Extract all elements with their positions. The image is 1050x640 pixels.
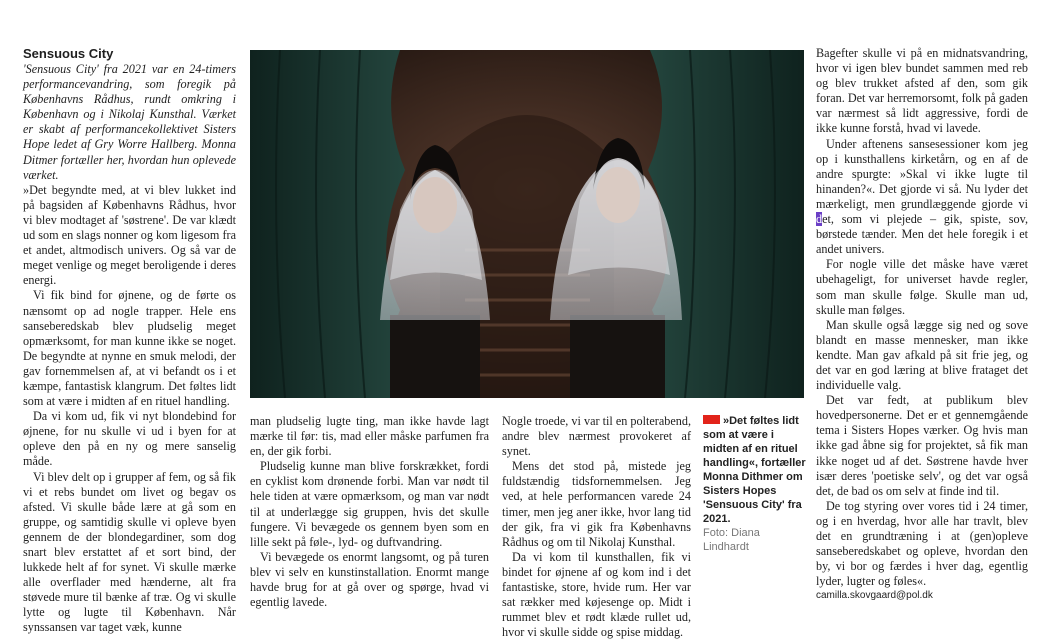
paragraph: Det var fedt, at publikum blev hovedpersonerne. Det er et gennemgående tema i Sisters Hopes værker. Og hvis man ikke gad åbne sig for projektet, så fik man ikke noget ud af det. Søstrene havde hver især deres 'poetiske selv', og det var også det, de bad os om selv at finde ind til. xyxy=(816,393,1028,498)
paragraph: For nogle ville det måske have været ubehageligt, for universet havde regler, som man skulle følge. Skulle man ud, skulle man følges. xyxy=(816,257,1028,317)
paragraph: Nogle troede, vi var til en polterabend, andre blev nærmest provokeret af synet. xyxy=(502,414,691,459)
photo-caption xyxy=(703,414,807,554)
article-column-1 xyxy=(23,46,236,636)
paragraph: »Det begyndte med, at vi blev lukket ind på bagsiden af Københavns Rådhus, hvor vi blev modtaget af 'søstrene'. De var klædt ud som en slags nonner og kom ligesom fra et andet, altmodisch univers. Og så var de meget venlige og meget beroligende i deres energi. xyxy=(23,182,236,288)
paragraph: Bagefter skulle vi på en midnatsvandring, hvor vi igen blev bundet sammen med reb og blev trukket afsted af den, som gik foran. Det var herremorsomt, folk på gaden var nærmest så lidt aggressive, fordi de ikke kunne forstå, hvad vi lavede. xyxy=(816,46,1028,136)
paragraph xyxy=(816,137,1028,258)
caption-text: »Det føltes lidt som at være i midten af en rituel handling«, fortæller Monna Dithmer om Sisters Hopes 'Sensuous City' fra 2021. xyxy=(703,415,806,525)
paragraph: Da vi kom ud, fik vi nyt blondebind for øjnene, for nu skulle vi ud i byen for at opleve den på en ny og mere sanselig måde. xyxy=(23,409,236,469)
paragraph-text: Under aftenens sansesessioner kom jeg op i kunsthallens kirketårn, og en af de andre spurgte: »Skal vi ikke lugte til hinanden?«. Det gjorde vi så. Nu lyder det mærkeligt, men grundlæggende gjorde vi xyxy=(816,136,1028,211)
article-column-5 xyxy=(816,46,1028,603)
article-heading: Sensuous City xyxy=(23,46,114,61)
photo-illustration xyxy=(250,50,804,398)
paragraph-text: et, som vi plejede – gik, spiste, sov, børstede tænder. Men det hele foregik i et andet univers. xyxy=(816,212,1028,257)
article-column-3 xyxy=(502,414,691,640)
paragraph: Pludselig kunne man blive forskrækket, fordi en cyklist kom drønende forbi. Man var nødt til hele tiden at være opmærksom, og man var nødt til at underlægge sig gruppen, hvis det skulle fungere. Vi bevægede os gennem byen som en lille sekt på føle-, lyd- og duftvandring. xyxy=(250,459,489,549)
author-email[interactable]: camilla.skovgaard@pol.dk xyxy=(816,590,933,602)
article-intro: 'Sensuous City' fra 2021 var en 24-timers performancevandring, som foregik på Københavns Rådhus, rundt omkring i København og i Nikolaj Kunsthal. Værket er skabt af performancekollektivet Sisters Hope ledet af Gry Worre Hallberg. Monna Ditmer fortæller her, hvordan hun oplevede værket. xyxy=(23,62,236,182)
paragraph: Man skulle også lægge sig ned og sove blandt en masse mennesker, man ikke kendte. Man gav afkald på sit frie jeg, og det var en god læring at blive frataget det individuelle valg. xyxy=(816,317,1028,393)
paragraph: Mens det stod på, mistede jeg fuldstændig tidsfornemmelsen. Jeg ved, at hele performancen varede 24 timer, men jeg aner ikke, hvor lang tid der gik, fra vi gik fra Københavns Rådhus og om til Nikolaj Kunsthal. xyxy=(502,459,691,549)
paragraph: Vi fik bind for øjnene, og de førte os nænsomt op ad nogle trapper. Hele ens sanseberedskab blev pludselig meget opmærksomt, for man kunne ikke se noget. De begyndte at nynne en smuk melodi, der gav fornemmelsen af, at vi befandt os i et kæmpe, fantastisk klangrum. Det føltes lidt som at være i midten af en rituel handling. xyxy=(23,288,236,409)
paragraph: Vi bevægede os enormt langsomt, og på turen blev vi selv en kunstinstallation. Enormt mange havde brug for at gå over og spørge, hvad vi egentlig lavede. xyxy=(250,549,489,610)
paragraph: Vi blev delt op i grupper af fem, og så fik vi et rebs bundet om livet og begav os afsted. Vi skulle både lære at gå som en gruppe, og samtidig skulle vi opleve byen gennem de der blondegardiner, som dog snart blev erstattet af et sort bind, der lukkede helt af for synet. Vi skulle mærke alle overflader med hænderne, alt fra støvede mure til bænke af træ. Og vi skulle lytte og lugte til København. Når synssansen var taget væk, kunne xyxy=(23,469,236,635)
article-photo xyxy=(250,50,804,398)
caption-marker xyxy=(703,415,720,424)
text-selection-cursor[interactable]: d xyxy=(816,212,823,227)
paragraph: man pludselig lugte ting, man ikke havde lagt mærke til før: tis, mad eller måske parfumen fra en, der gik forbi. xyxy=(250,414,489,459)
paragraph: De tog styring over vores tid i 24 timer, og i en hverdag, hvor alle har travlt, blev det en grundtræning i at (gen)opleve sanseberedskabet og opleve, hvordan den by, vi bor og færdes i hver dag, egentlig lyder, lugter og føles«. xyxy=(816,498,1028,589)
article-column-2 xyxy=(250,414,489,610)
paragraph: Da vi kom til kunsthallen, fik vi bindet for øjnene af og kom ind i det fantastiske, store, hvide rum. Her var sat rækker med køjesenge op. Midt i rummet blev et rødt klæde rullet ud, hvor vi skulle sidde og spise middag. xyxy=(502,549,691,640)
photo-credit: Foto: Diana Lindhardt xyxy=(703,527,760,553)
